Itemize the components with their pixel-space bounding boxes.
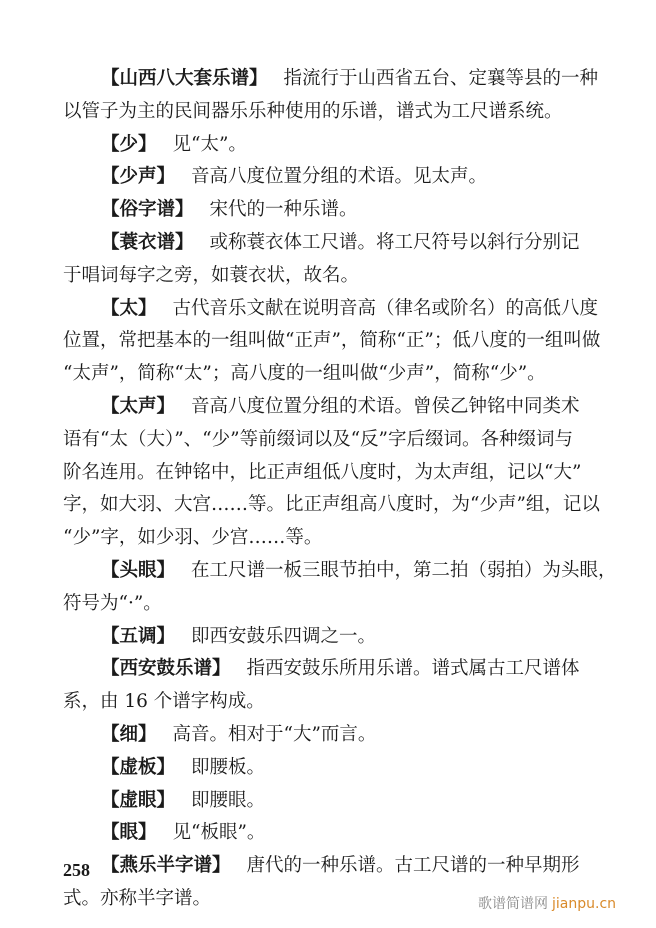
entry-term: 【太声】 [101,395,176,417]
dictionary-entry [63,752,566,785]
entry-text: 于唱词每字之旁，如蓑衣状，故名。 [63,264,360,286]
watermark-name: 歌谱简谱网 [478,896,548,912]
dictionary-entry [63,653,580,719]
entry-text: 宋代的一种乐谱。 [209,199,358,221]
entry-line [63,63,599,96]
entry-term: 【俗字谱】 [101,199,194,221]
dictionary-entry [63,785,566,818]
entry-term: 【细】 [101,723,157,745]
entry-text: 或称蓑衣体工尺谱。将工尺符号以斜行分别记 [209,231,580,253]
entry-text: 字，如大羽、大宫……等。比正声组高八度时，为“少声”组，记以 [63,494,600,516]
entry-line [63,752,566,785]
entry-text: 音高八度位置分组的术语。曾侯乙钟铭中同类术 [191,395,580,417]
entry-text: 即腰眼。 [191,789,266,811]
entry-line [63,194,566,227]
entry-text: “少”字，如少羽、少宫……等。 [63,527,323,549]
page-number: 258 [63,860,90,880]
dictionary-entry [63,555,617,621]
entry-term: 【少声】 [101,166,176,188]
entry-term: 【西安鼓乐谱】 [101,658,231,680]
dictionary-entry [63,194,566,227]
entry-term: 【山西八大套乐谱】 [101,68,268,89]
entry-line [63,293,599,326]
entry-line [63,489,600,522]
entry-term: 【五调】 [101,625,176,647]
entry-text: 以管子为主的民间器乐乐种使用的乐谱，谱式为工尺谱系统。 [63,100,563,122]
entry-term: 【眼】 [101,822,157,844]
dictionary-entry [63,63,599,129]
entry-text: 符号为“·”。 [63,592,162,614]
dictionary-entry [63,293,601,391]
entry-text: 高音。相对于“大”而言。 [172,723,377,745]
entry-line [63,325,601,358]
entry-line [63,161,566,194]
entry-line [63,817,566,850]
entry-text: 见“太”。 [172,133,247,155]
entry-line [63,424,573,457]
entry-text: 语有“太（大）”、“少”等前缀词以及“反”字后缀词。各种缀词与 [63,428,573,450]
entry-line [63,391,580,424]
entry-line [63,358,566,391]
entry-line [63,96,566,129]
entry-line [63,850,580,883]
entry-line [63,227,580,260]
entry-text: 即腰板。 [191,756,266,778]
entry-line [63,719,566,752]
entry-term: 【燕乐半字谱】 [101,855,231,877]
entry-text: 见“板眼”。 [172,822,266,844]
entry-line [63,555,617,588]
dictionary-entry [63,227,580,293]
entry-line [63,260,566,293]
dictionary-entry [63,817,566,850]
entry-text: 在工尺谱一板三眼节拍中，第二拍（弱拍）为头眼， [191,559,617,581]
entry-text: “太声”，简称“太”；高八度的一组叫做“少声”，简称“少”。 [63,363,546,385]
entry-term: 【蓑衣谱】 [101,231,194,253]
entry-text: 指流行于山西省五台、定襄等县的一种 [283,68,599,89]
entry-line [63,129,566,162]
entry-line [63,621,566,654]
entry-term: 【太】 [101,297,157,319]
entry-text: 位置，常把基本的一组叫做“正声”，简称“正”；低八度的一组叫做 [63,330,601,352]
entry-text: 阶名连用。在钟铭中，比正声组低八度时，为太声组，记以“大” [63,461,582,483]
entry-line [63,522,566,555]
entry-line [63,785,566,818]
entry-term: 【虚眼】 [101,789,176,811]
entry-term: 【头眼】 [101,559,176,581]
entry-text: 即西安鼓乐四调之一。 [191,625,377,647]
entry-line [63,686,566,719]
entry-text: 音高八度位置分组的术语。见太声。 [191,166,488,188]
entry-line [63,588,566,621]
dictionary-entry [63,391,600,555]
entry-line [63,457,582,490]
dictionary-entry [63,621,566,654]
entry-text: 式。亦称半字谱。 [63,887,212,909]
dictionary-entry [63,719,566,752]
dictionary-entry [63,129,566,162]
entry-text: 唐代的一种乐谱。古工尺谱的一种早期形 [246,855,580,877]
entry-text: 古代音乐文献在说明音高（律名或阶名）的高低八度 [172,297,599,319]
watermark [478,893,616,913]
entry-text: 系，由 16 个谱字构成。 [63,691,265,713]
entry-line [63,653,580,686]
entry-text: 指西安鼓乐所用乐谱。谱式属古工尺谱体 [246,658,580,680]
entry-term: 【少】 [101,133,157,155]
entry-term: 【虚板】 [101,756,176,778]
dictionary-entry [63,161,566,194]
watermark-site: jianpu.cn [552,896,617,912]
